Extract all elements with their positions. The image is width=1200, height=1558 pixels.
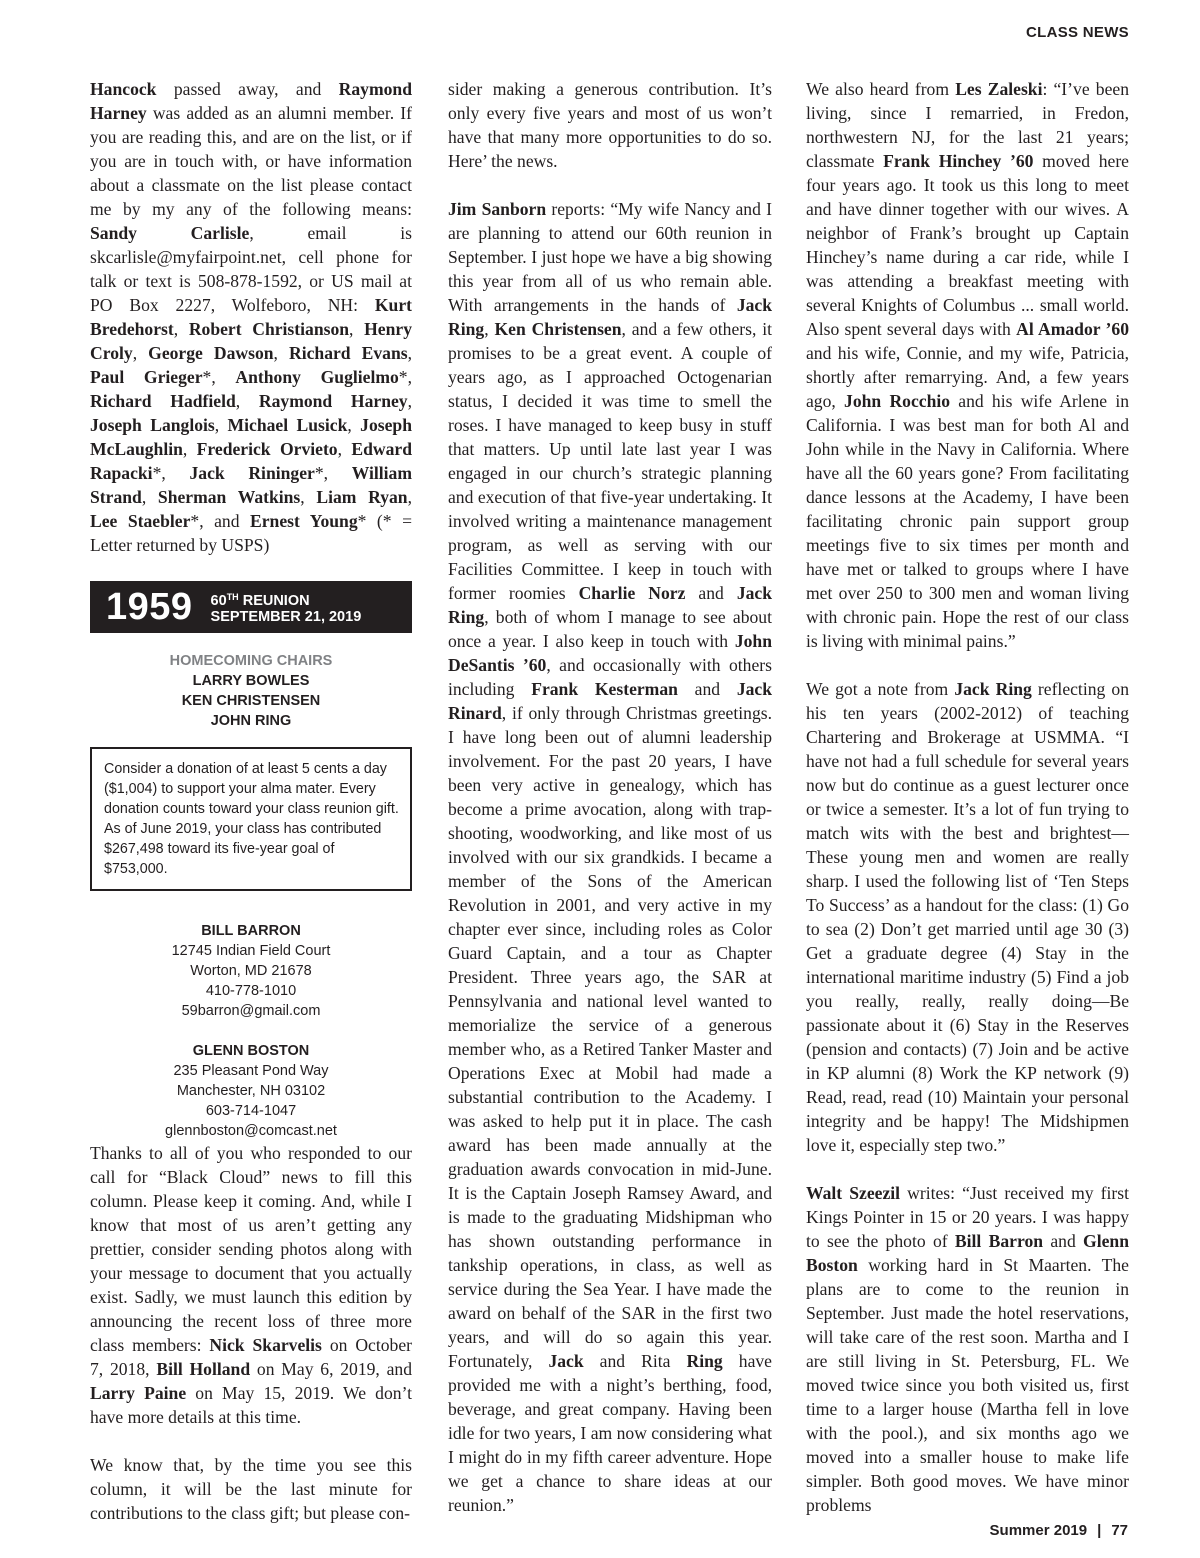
person-name: Richard Evans (289, 343, 408, 363)
news-paragraph: We got a note from Jack Ring reflecting on his ten years (2002-2012) of teaching Chartering and Brokerage at USMMA. “I have not had a full schedule for several years now but do continue as a guest lecturer once or twice a semester. It’s a lot of fun trying to match wits with the best and brightest—These young men and women are really sharp. I used the following list of ‘Ten Steps To Success’ as a handout for the class: (1) Go to sea (2) Don’t get married until age 30 (3) Get a graduate degree (4) Stay in the international maritime industry (5) Find a job you really, really, really doing—Be passionate about it (6) Stay in the Reserves (pension and contacts) (7) Join and be active in KP alumni (8) Work the KP network (9) Read, read, read (10) Maintain your personal integrity and be happy! The Midshipmen love it, especially step two.” (806, 679, 1130, 1155)
person-name: Frank Hinchey ’60 (883, 151, 1034, 171)
person-name: John DeSantis ’60 (448, 631, 772, 675)
person-name: Ernest Young (250, 511, 358, 531)
person-name: Jack Rinard (448, 679, 772, 723)
reunion-word: REUNION (238, 593, 310, 609)
chair-name: JOHN RING (210, 713, 292, 729)
person-name: Frederick Orvieto (196, 439, 338, 459)
person-name: Joseph McLaughlin (90, 415, 412, 459)
contact-block (90, 1041, 412, 1141)
person-name: Ken Christensen (494, 319, 622, 339)
person-name: Liam Ryan (316, 487, 408, 507)
column-3 (806, 77, 1129, 1541)
donation-callout: Consider a donation of at least 5 cents a day ($1,004) to support your alma mater. Every donation counts toward your class reunion gift. As of June 2019, your class has contributed $267,498 toward its five-year goal of $753,000. (90, 747, 412, 891)
contact-name: BILL BARRON (201, 923, 301, 939)
reunion-info (211, 589, 362, 625)
person-name: Al Amador ’60 (1016, 319, 1129, 339)
chairs-title: HOMECOMING CHAIRS (169, 653, 333, 669)
person-name: Kurt Bredehorst (90, 295, 412, 339)
class-year-banner (90, 581, 412, 633)
contact-block (90, 921, 412, 1021)
contact-name: GLENN BOSTON (192, 1043, 310, 1059)
reunion-date: SEPTEMBER 21, 2019 (210, 609, 362, 625)
person-name: Ring (686, 1351, 723, 1371)
person-name: Robert Christianson (188, 319, 350, 339)
person-name: Jack Ring (448, 295, 772, 339)
person-name: Jim Sanborn (448, 199, 547, 219)
class-year: 1959 (106, 586, 193, 628)
contact-address: 12745 Indian Field Court (171, 943, 331, 959)
contact-phone: 410-778-1010 (205, 983, 297, 999)
chair-name: KEN CHRISTENSEN (181, 693, 321, 709)
contact-address: 235 Pleasant Pond Way (173, 1063, 329, 1079)
reunion-suffix: TH (226, 592, 239, 602)
person-name: Frank Kesterman (531, 679, 678, 699)
person-name: Jack Ring (448, 583, 772, 627)
person-name: Jack (548, 1351, 584, 1371)
contact-email: 59barron@gmail.com (181, 1003, 321, 1019)
person-name: Edward Rapacki (90, 439, 413, 483)
person-name: Glenn Boston (806, 1231, 1129, 1275)
person-name: Sandy Carlisle (90, 223, 250, 243)
page-number: 77 (1111, 1522, 1128, 1539)
person-name: George Dawson (148, 343, 274, 363)
news-paragraph: Jim Sanborn reports: “My wife Nancy and I are planning to attend our 60th reunion in September. I just hope we have a big showing this year from all of us who remain able. With arrangements in the hands of Jack Ring, Ken Christensen, and a few others, it promises to be a great event. A couple of years ago, as I approached Octogenarian status, I decided it was time to smell the roses. I have managed to keep busy in stuff that matters. Up until late last year I was engaged in our church’s strategic planning and execution of that five-year undertaking. It involved writing a maintenance management program, as well as serving with our Facilities Committee. I keep in touch with former roomies Charlie Norz and Jack Ring, both of whom I manage to see about once a year. I also keep in touch with John DeSantis ’60, and occasionally with others including Frank Kesterman and Jack Rinard, if only through Christmas greetings. I have long been out of alumni leadership involvement. For the past 20 years, I have been very active in genealogy, which has become a prime avocation, along with trap-shooting, woodworking, and like most of us involved with our six grandkids. I became a member of the Sons of the American Revolution in 2001, and very active in my chapter ever since, including roles as Color Guard Captain, and a tour as Chapter President. Three years ago, the SAR at Pennsylvania and national level wanted to memorialize the service of a generous member who, as a Retired Tanker Master and Operations Exec at Mobil had made a substantial contribution to the Academy. I was asked to help put it in place. The cash award has been made annually at the graduation awards convocation in mid-June. It is the Captain Joseph Ramsey Award, and is made to the graduating Midshipman who has shown outstanding performance in tankship operations, in class, as well as service during the Sea Year. I have made the award on behalf of the SAR in the first two years, and will do so again this year. Fortunately, Jack and Rita Ring have provided me with a night’s berthing, food, beverage, and great company. Having been idle for two years, I am now considering what I might do in my fifth career adventure. Hope we get a chance to share ideas at our reunion.” (448, 199, 772, 1515)
person-name: Anthony Guglielmo (235, 367, 399, 387)
homecoming-chairs (90, 651, 412, 731)
news-paragraph: Thanks to all of you who responded to our call for “Black Cloud” news to fill this column. Please keep it coming. And, while I know that most of us aren’t getting any prettier, consider sending photos along with your message to document that you actually exist. Sadly, we must launch this edition by announcing the recent loss of three more class members: Nick Skarvelis on October 7, 2018, Bill Holland on May 6, 2019, and Larry Paine on May 15, 2019. We don’t have more details at this time. (90, 1143, 413, 1427)
person-name: Henry Croly (90, 319, 413, 363)
issue-label: Summer 2019 (989, 1522, 1088, 1539)
person-name: Charlie Norz (578, 583, 686, 603)
person-name: Les Zaleski (955, 79, 1043, 99)
news-paragraph: sider making a generous contribution. It’s only every five years and most of us won’t have that many more opportunities to do so. Here’ the news. (448, 79, 772, 171)
person-name: Nick Skarvelis (209, 1335, 322, 1355)
person-name: Walt Szeezil (806, 1183, 901, 1203)
person-name: Michael Lusick (227, 415, 348, 435)
person-name: Raymond Harney (258, 391, 408, 411)
contact-phone: 603-714-1047 (205, 1103, 297, 1119)
news-paragraph: We know that, by the time you see this column, it will be the last minute for contributions to the class gift; but please con- (90, 1455, 412, 1523)
page-footer (990, 1522, 1128, 1539)
person-name: Paul Grieger (90, 367, 203, 387)
person-name: Sherman Watkins (157, 487, 301, 507)
person-name: Jack Rininger (189, 463, 315, 483)
person-name: Bill Holland (156, 1359, 251, 1379)
person-name: William Strand (90, 463, 412, 507)
news-paragraph: Walt Szeezil writes: “Just received my first Kings Pointer in 15 or 20 years. I was happy to see the photo of Bill Barron and Glenn Boston working hard in St Maarten. The plans are to come to the reunion in September. Just made the hotel reservations, will take care of the rest soon. Martha and I are still living in St. Petersburg, FL. We moved twice since you both visited us, first time to a larger house (Martha fell in love with the pool.), and six months ago we moved into a smaller house to make life simpler. Both good moves. We have minor problems (806, 1183, 1129, 1515)
person-name: Joseph Langlois (90, 415, 215, 435)
contact-email: glennboston@comcast.net (165, 1123, 337, 1139)
classmate-list-paragraph: Hancock passed away, and Raymond Harney was added as an alumni member. If you are reading this, and are on the list, or if you are in touch with, or have information about a classmate on the list please contact me by my any of the following means: Sandy Carlisle, email is skcarlisle@myfairpoint.net, cell phone for talk or text is 508-878-1592, or US mail at PO Box 2227, Wolfeboro, NH: Kurt Bredehorst, Robert Christianson, Henry Croly, George Dawson, Richard Evans, Paul Grieger*, Anthony Guglielmo*, Richard Hadfield, Raymond Harney, Joseph Langlois, Michael Lusick, Joseph McLaughlin, Frederick Orvieto, Edward Rapacki*, Jack Rininger*, William Strand, Sherman Watkins, Liam Ryan, Lee Staebler*, and Ernest Young* (* = Letter returned by USPS) (90, 79, 413, 555)
chair-name: LARRY BOWLES (192, 673, 310, 689)
person-name: Bill Barron (954, 1231, 1044, 1251)
column-2 (448, 77, 772, 1541)
person-name: Richard Hadfield (90, 391, 236, 411)
person-name: Raymond Harney (90, 79, 412, 123)
person-name: Hancock (90, 79, 157, 99)
person-name: Lee Staebler (90, 511, 191, 531)
person-name: Jack Ring (954, 679, 1032, 699)
contact-city: Manchester, NH 03102 (176, 1083, 326, 1099)
footer-separator: | (1097, 1522, 1102, 1539)
person-name: Larry Paine (90, 1383, 187, 1403)
section-header: CLASS NEWS (1025, 24, 1129, 41)
contact-city: Worton, MD 21678 (190, 963, 312, 979)
person-name: John Rocchio (844, 391, 951, 411)
news-paragraph: We also heard from Les Zaleski: “I’ve been living, since I remarried, in Fredon, northwestern NJ, for the last 21 years; classmate Frank Hinchey ’60 moved here four years ago. It took us this long to meet and have dinner together with our wives. A neighbor of Frank’s brought up Captain Hinchey’s name during a car ride, while I was attending a breakfast meeting with several Knights of Columbus ... small world. Also spent several days with Al Amador ’60 and his wife, Connie, and my wife, Patricia, shortly after remarrying. And, a few years ago, John Rocchio and his wife Arlene in California. I was best man for both Al and John while in the Navy in California. Where have all the 60 years gone? From facilitating dance lessons at the Academy, I have been facilitating chronic pain support group meetings five to six times per month and have met or talked to groups where I have met over 250 to 300 men and woman living with chronic pain. Hope the rest of our class is living with minimal pains.” (806, 79, 1130, 651)
column-1 (90, 77, 412, 1549)
reunion-number: 60 (210, 593, 227, 609)
